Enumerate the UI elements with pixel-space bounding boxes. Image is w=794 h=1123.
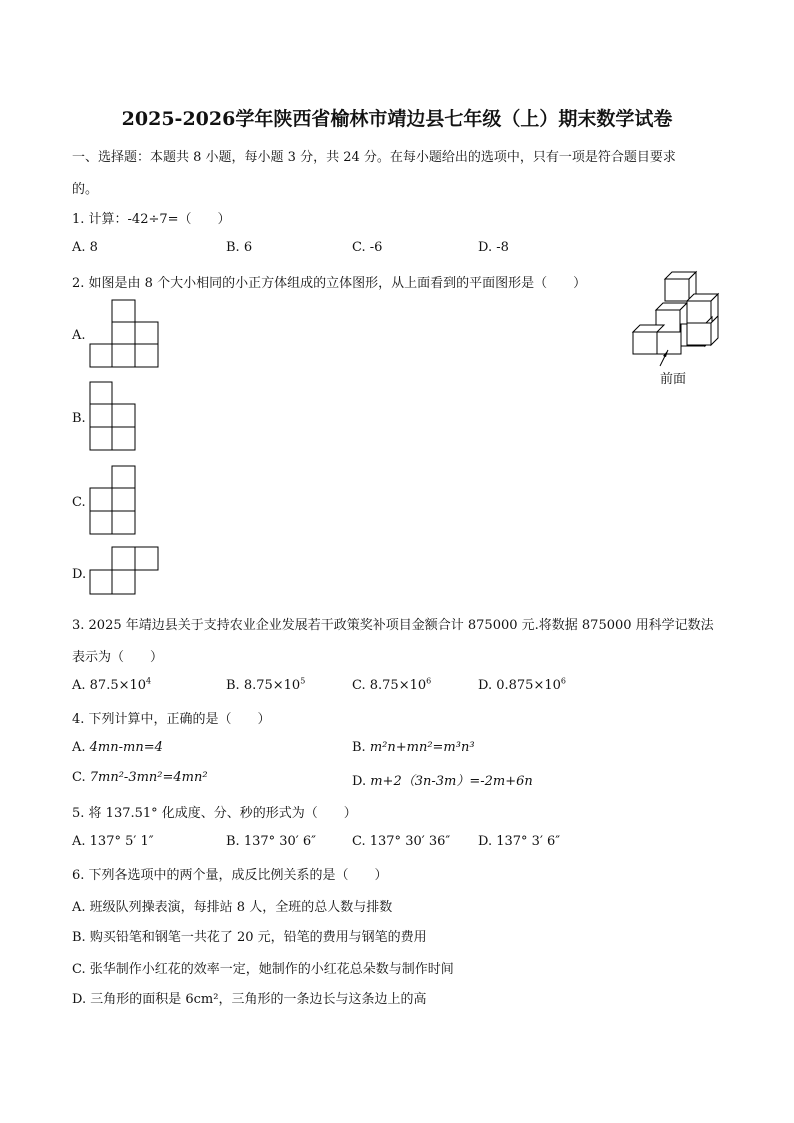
q3-option-c: C. $8.75\times 10^6$	[352, 676, 432, 693]
q1-option-a: A. 8	[72, 240, 98, 255]
q2-option-b-grid	[89, 381, 139, 453]
q2-option-a-label: A.	[72, 328, 86, 343]
q1-option-d: D. -8	[478, 240, 509, 255]
question-6-stem: 6. 下列各选项中的两个量，成反比例关系的是（ ）	[72, 868, 388, 883]
q2-option-c-grid	[89, 465, 139, 537]
section-heading-line2: 的。	[72, 182, 99, 197]
q6-option-d: D. 三角形的面积是 6cm²，三角形的一条边长与这条边上的高	[72, 992, 427, 1007]
question-4-stem: 4. 下列计算中，正确的是（ ）	[72, 712, 271, 727]
q6-option-a: A. 班级队列操表演，每排站 8 人，全班的总人数与排数	[72, 900, 393, 915]
question-3-stem-line1: 3. 2025 年靖边县关于支持农业企业发展若干政策奖补项目金额合计 875000 元.将数据 875000 用科学记数法	[72, 618, 714, 633]
q4-option-a: A. 4mn-mn=4	[72, 740, 163, 755]
question-1-stem: 1. 计算：-42÷7=（ ）	[72, 212, 231, 227]
section-heading-line1: 一、选择题：本题共 8 小题，每小题 3 分，共 24 分。在每小题给出的选项中，只有一项是符合题目要求	[72, 150, 676, 165]
q5-option-c: C. 137° 30′ 36″	[352, 834, 451, 849]
q4-option-b: B. m²n+mn²=m³n³	[352, 740, 475, 755]
cube-stack-figure	[630, 270, 730, 382]
q2-option-a-grid	[89, 299, 161, 369]
q3-option-a: A. $87.5\times 10^4$	[72, 676, 152, 693]
q2-option-c-label: C.	[72, 495, 86, 510]
q3-option-d: D. $0.875\times 10^6$	[478, 676, 566, 693]
q4-option-c: C. 7mn²-3mn²=4mn²	[72, 770, 208, 785]
q2-option-d-label: D.	[72, 567, 87, 582]
q6-option-c: C. 张华制作小红花的效率一定，她制作的小红花总朵数与制作时间	[72, 962, 454, 977]
page-title: 2025-2026学年陕西省榆林市靖边县七年级（上）期末数学试卷	[121, 108, 673, 130]
q4-option-d: D. m+2（3n-3m）=-2m+6n	[352, 774, 533, 789]
q5-option-a: A. 137° 5′ 1″	[72, 834, 154, 849]
q5-option-b: B. 137° 30′ 6″	[226, 834, 317, 849]
question-3-stem-line2: 表示为（ ）	[72, 650, 164, 665]
figure-front-label: 前面	[660, 372, 687, 387]
q2-option-b-label: B.	[72, 411, 86, 426]
question-2-stem: 2. 如图是由 8 个大小相同的小正方体组成的立体图形，从上面看到的平面图形是（ ）	[72, 276, 587, 291]
q1-option-b: B. 6	[226, 240, 253, 255]
q3-option-b: B. $8.75\times 10^5$	[226, 676, 306, 693]
q6-option-b: B. 购买铅笔和钢笔一共花了 20 元，铅笔的费用与钢笔的费用	[72, 930, 427, 945]
question-5-stem: 5. 将 137.51° 化成度、分、秒的形式为（ ）	[72, 806, 357, 821]
q1-option-c: C. -6	[352, 240, 383, 255]
q5-option-d: D. 137° 3′ 6″	[478, 834, 561, 849]
q2-option-d-grid	[89, 546, 161, 598]
